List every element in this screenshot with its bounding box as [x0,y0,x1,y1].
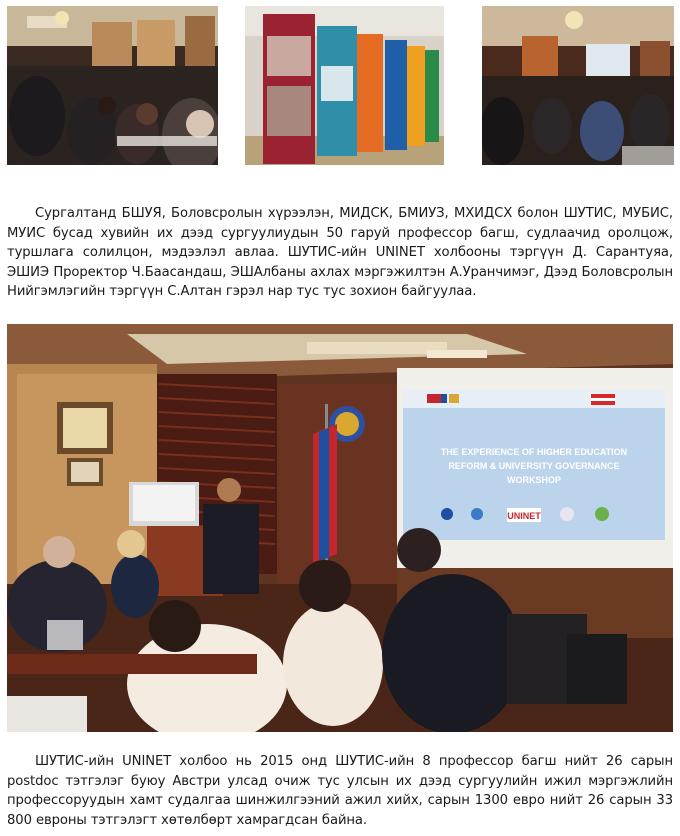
slide-title-line-1: THE EXPERIENCE OF HIGHER EDUCATION [440,447,628,457]
uninet-paragraph [7,752,673,830]
intro-paragraph-text: Сургалтанд БШУЯ, Боловсролын хүрээлэн, МИДСК, БМИУЗ, МХИДСХ болон ШУТИС, МУБИС, МУИС бусад хувийн их дээд сургуулиудын 50 гаруй профессор багш, судлаачид оролцож, туршлага солилцон, мэдээлэл авлаа. ШУТИС-ийн UNINET холбооны тэргүүн Д. Сарантуяа, ЭШИЭ Проректор Ч.Баасандаш, ЭШАлбаны ахлах мэргэжилтэн А.Уранчимэг, Дээд Боловсролын Нийгэмлэгийн тэргүүн С.Алтан гэрэл нар тус тус зохион байгуулаа. [7,206,673,299]
intro-paragraph [7,204,673,302]
slide-title-line-3: WORKSHOP [507,475,561,485]
slide-uninet-logo: UNINET [507,511,541,521]
slide-title-line-2: REFORM & UNIVERSITY GOVERNANCE [448,461,620,471]
photo-seminar-audience [7,6,218,165]
photo-exhibition-banners [245,6,444,165]
photo-workshop-presentation [7,324,673,732]
uninet-paragraph-text: ШУТИС-ийн UNINET холбоо нь 2015 онд ШУТИС-ийн 8 профессор багш нийт 26 сарын postdoc тэтгэлэг буюу Австри улсад очиж тус улсын их дээд сургуулийн ижил мэргэжлийн профессоруудын хамт судалгаа шинжилгээний ажил хийх, сарын 1300 евро нийт 26 сарын 33 800 евроны тэтгэлэгт хөтөлбөрт хамрагдсан байна. [7,754,673,828]
photo-hall-overview [482,6,674,165]
